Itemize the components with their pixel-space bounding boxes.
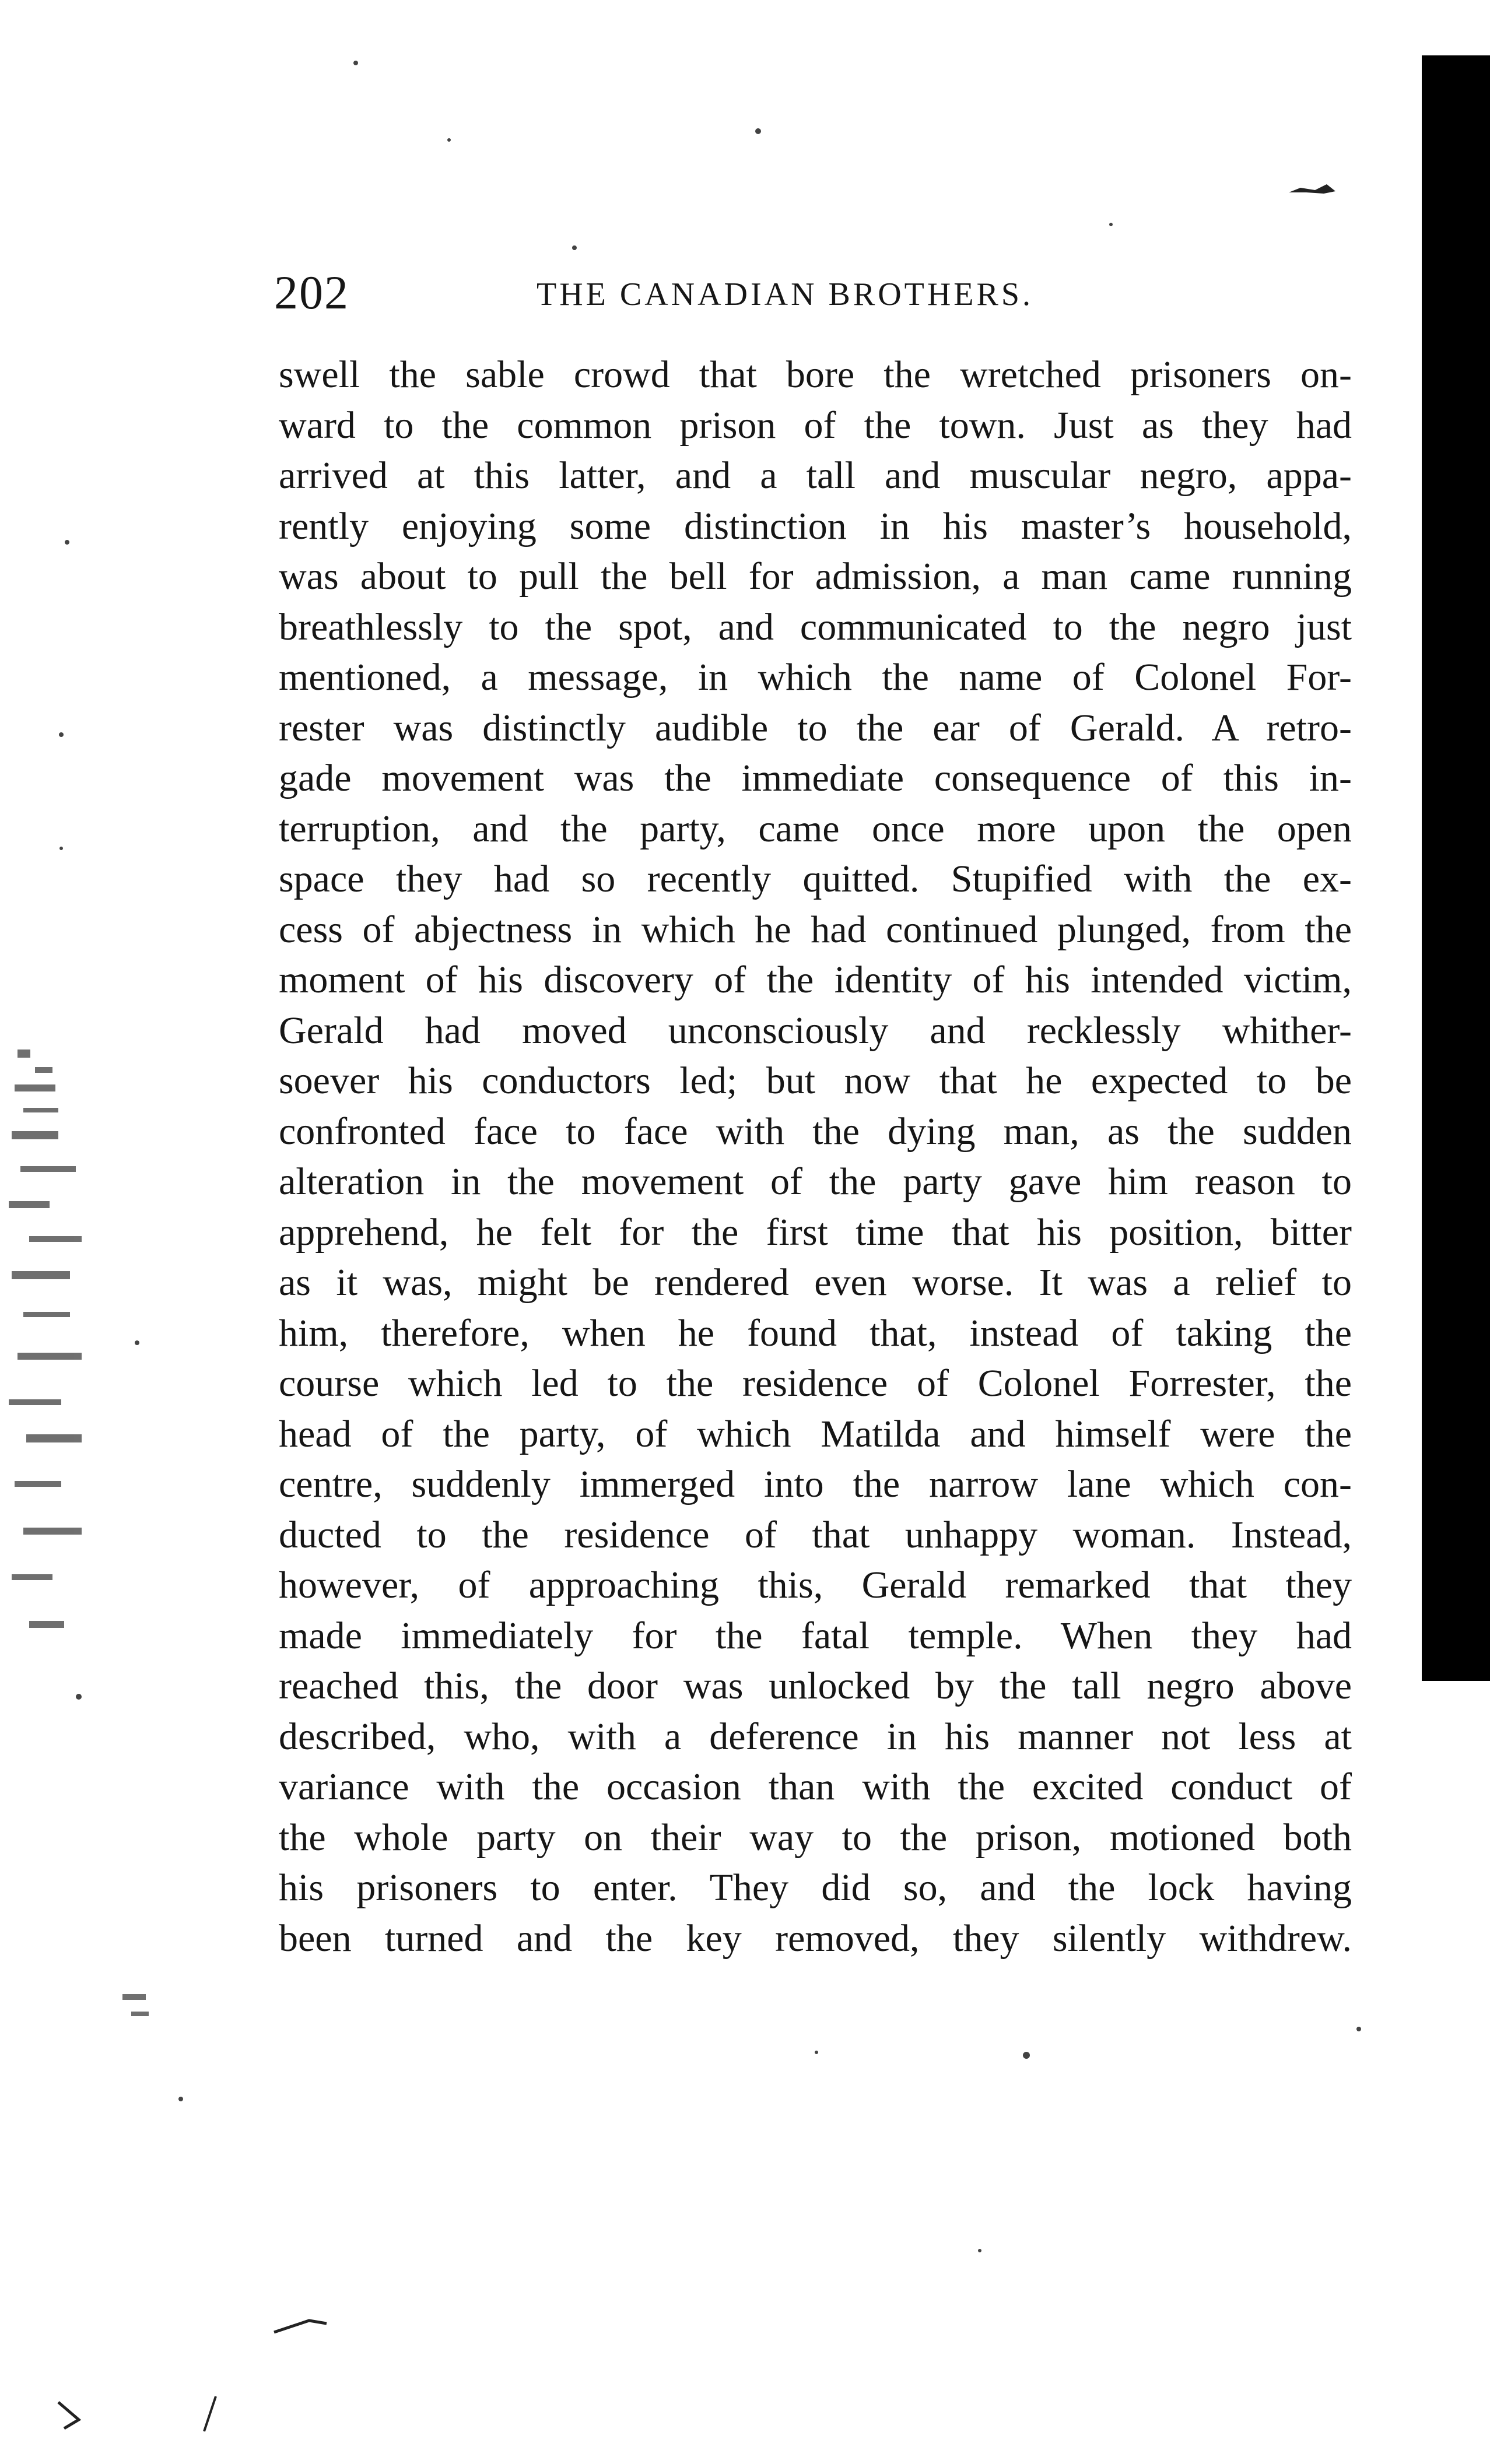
- text-line: ducted to the residence of that unhappy woman. Instead,: [279, 1513, 1352, 1556]
- text-line: described, who, with a deference in his manner not less at: [279, 1715, 1352, 1758]
- text-line: space they had so recently quitted. Stupified with the ex-: [279, 858, 1352, 900]
- text-line: ward to the common prison of the town. Just as they had: [279, 403, 1352, 447]
- text-line: been turned and the key removed, they silently withdrew.: [279, 1917, 1352, 1960]
- text-line: Gerald had moved unconsciously and recklessly whither-: [279, 1009, 1352, 1052]
- text-line: arrived at this latter, and a tall and muscular negro, appa-: [279, 454, 1352, 497]
- text-line: however, of approaching this, Gerald remarked that they: [279, 1564, 1352, 1606]
- running-head: [274, 265, 1382, 318]
- text-line: terruption, and the party, came once more upon the open: [279, 807, 1352, 850]
- text-line: as it was, might be rendered even worse. It was a relief to: [279, 1261, 1352, 1304]
- text-line: confronted face to face with the dying man, as the sudden: [279, 1110, 1352, 1153]
- running-title: THE CANADIAN BROTHERS.: [537, 276, 1033, 313]
- text-line: cess of abjectness in which he had continued plunged, from the: [279, 908, 1352, 951]
- text-line: was about to pull the bell for admission, a man came running: [279, 555, 1352, 598]
- text-line: swell the sable crowd that bore the wretched prisoners on-: [279, 353, 1352, 396]
- text-line: made immediately for the fatal temple. When they had: [279, 1614, 1352, 1657]
- text-line: breathlessly to the spot, and communicated to the negro just: [279, 605, 1352, 648]
- text-line: the whole party on their way to the prison, motioned both: [279, 1816, 1352, 1859]
- page-number: 202: [274, 266, 349, 319]
- text-line: rently enjoying some distinction in his master’s household,: [279, 504, 1352, 547]
- text-line: alteration in the movement of the party gave him reason to: [279, 1160, 1352, 1203]
- text-line: him, therefore, when he found that, instead of taking the: [279, 1311, 1352, 1354]
- text-line: head of the party, of which Matilda and himself were the: [279, 1412, 1352, 1455]
- text-line: soever his conductors led; but now that he expected to be: [279, 1059, 1352, 1102]
- text-line: apprehend, he felt for the first time that his position, bitter: [279, 1210, 1352, 1254]
- text-line: his prisoners to enter. They did so, and the lock having: [279, 1866, 1352, 1909]
- text-line: reached this, the door was unlocked by the tall negro above: [279, 1665, 1352, 1707]
- text-line: gade movement was the immediate consequence of this in-: [279, 757, 1352, 799]
- text-line: course which led to the residence of Colonel Forrester, the: [279, 1362, 1352, 1405]
- text-line: centre, suddenly immerged into the narrow lane which con-: [279, 1463, 1352, 1505]
- text-line: variance with the occasion than with the excited conduct of: [279, 1765, 1352, 1808]
- text-line: rester was distinctly audible to the ear of Gerald. A retro-: [279, 706, 1352, 749]
- text-line: mentioned, a message, in which the name of Colonel For-: [279, 656, 1352, 699]
- text-line: moment of his discovery of the identity of his intended victim,: [279, 959, 1352, 1001]
- body-text: [279, 350, 1352, 1964]
